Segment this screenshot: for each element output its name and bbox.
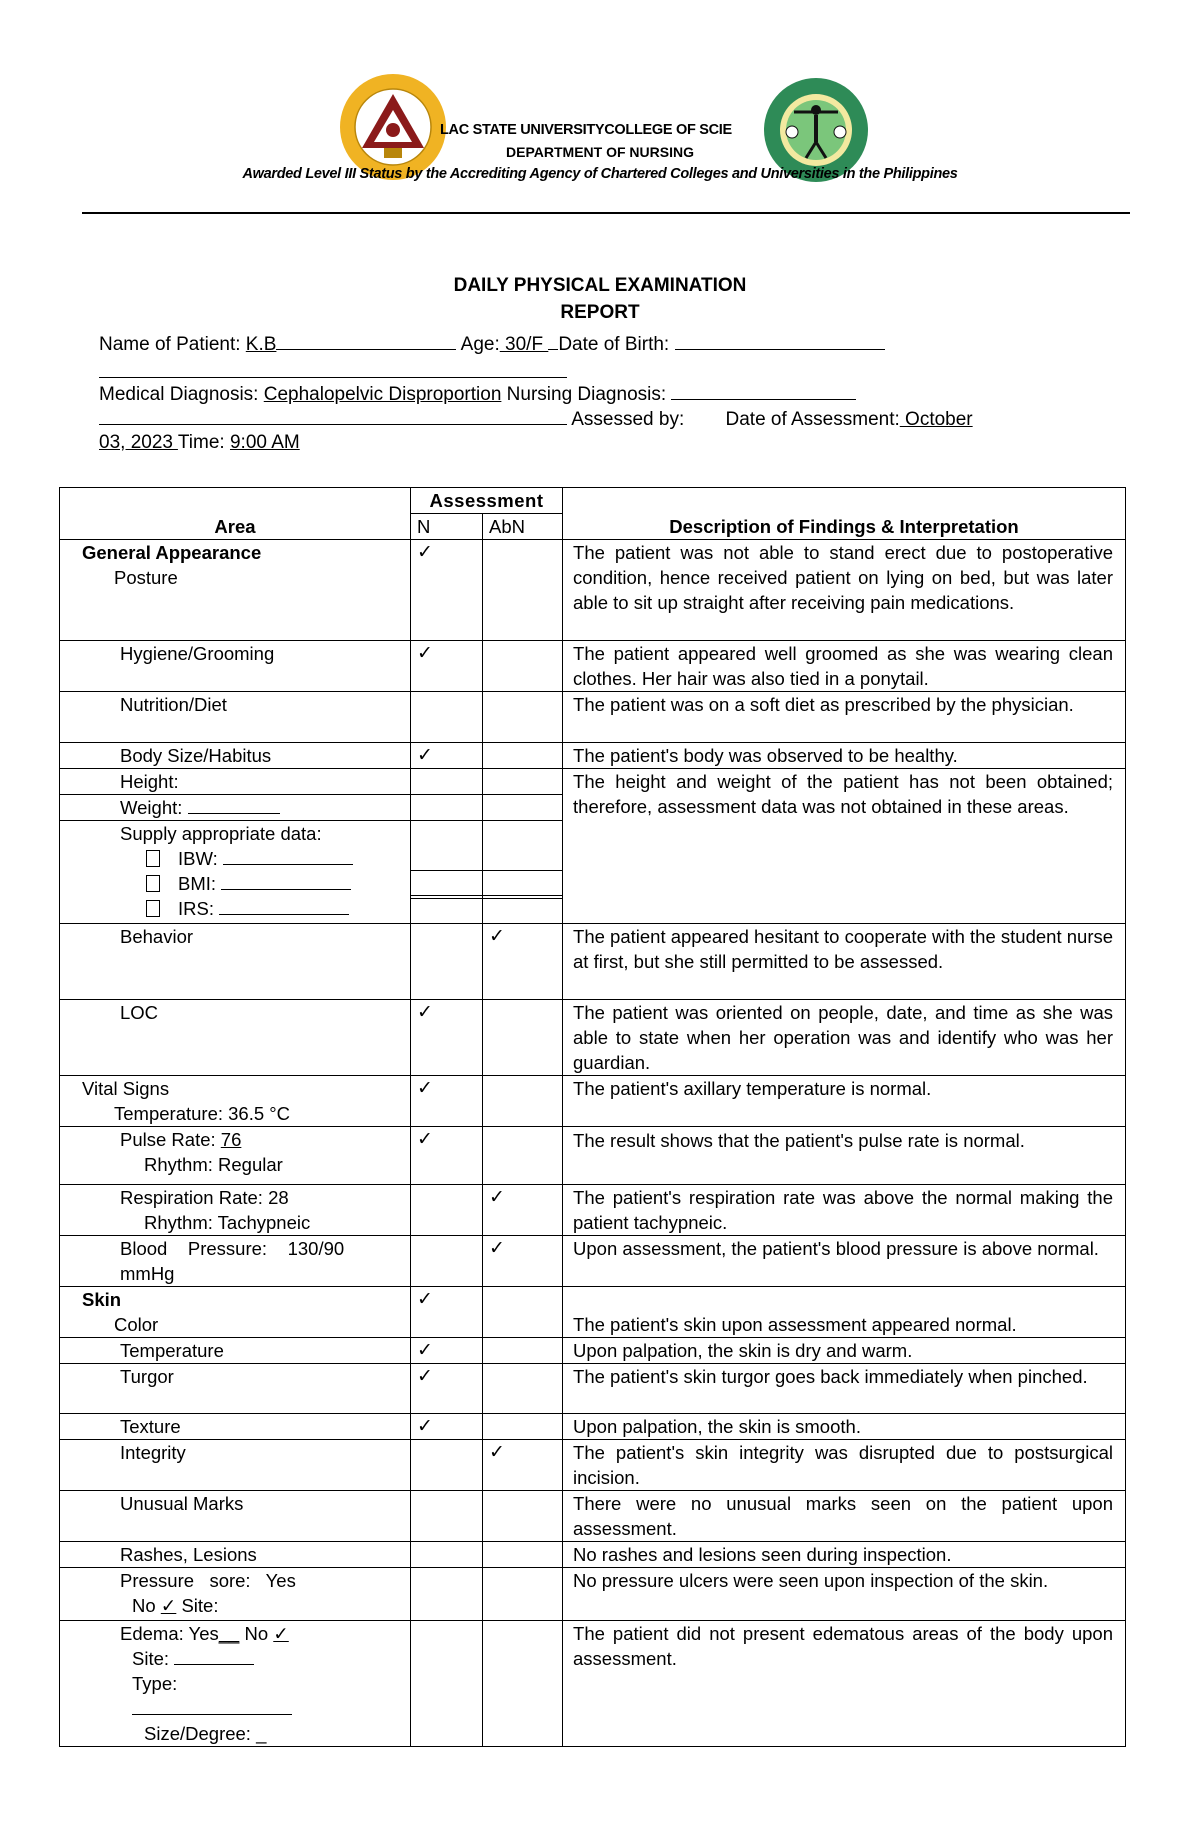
header-assessment: Assessment <box>411 488 563 514</box>
pressure-no-check: ✓ <box>160 1595 177 1616</box>
date-value-2: 03, 2023 <box>99 432 178 453</box>
checkbox-icon <box>146 900 160 917</box>
loc-desc: The patient was oriented on people, date, and time as she was able to state when her operation was and identify who was her guardian. <box>563 1000 1126 1076</box>
table-row <box>60 1621 1126 1747</box>
table-row <box>60 1236 1126 1287</box>
table-header-row <box>60 488 1126 514</box>
pulse-label: Pulse Rate: <box>120 1129 221 1150</box>
table-row <box>60 1414 1126 1440</box>
pulse-value: 76 <box>220 1129 242 1150</box>
rashes-label: Rashes, Lesions <box>120 1544 257 1565</box>
patient-info-line4 <box>99 405 1099 432</box>
patient-info-line3 <box>99 380 1099 407</box>
date-value-1: October <box>899 409 973 430</box>
bmi-label: BMI: <box>178 873 222 894</box>
nursing-dx-label: Nursing Diagnosis: <box>506 384 672 405</box>
color-label: Color <box>114 1314 159 1335</box>
skin-heading: Skin <box>82 1289 122 1310</box>
integrity-label: Integrity <box>120 1442 186 1463</box>
general-appearance-heading: General Appearance <box>82 542 262 563</box>
body-size-label: Body Size/Habitus <box>120 745 272 766</box>
loc-normal-check: ✓ <box>411 1000 483 1076</box>
edema-site-label: Site: <box>132 1648 175 1669</box>
behavior-abnormal-check: ✓ <box>483 924 563 1000</box>
header-area: Area <box>60 488 411 540</box>
integrity-abnormal-check: ✓ <box>483 1440 563 1491</box>
pressure-no-label: No <box>132 1595 161 1616</box>
table-row <box>60 1076 1126 1127</box>
posture-desc: The patient was not able to stand erect due to postoperative condition, hence received patient on lying on bed, but was later able to sit up straight after receiving pain medications. <box>563 540 1126 641</box>
temperature-normal-check: ✓ <box>411 1338 483 1364</box>
respiration-desc: The patient's respiration rate was above the normal making the patient tachypneic. <box>563 1185 1126 1236</box>
edema-type-label: Type: <box>132 1673 178 1694</box>
table-row <box>60 540 1126 641</box>
table-row <box>60 924 1126 1000</box>
vital-signs-normal-check: ✓ <box>411 1076 483 1127</box>
hygiene-desc: The patient appeared well groomed as she was wearing clean clothes. Her hair was also tied in a ponytail. <box>563 641 1126 692</box>
medical-dx-label: Medical Diagnosis: <box>99 384 264 405</box>
edema-no-check: ✓ <box>273 1623 289 1644</box>
age-value: 30/F <box>499 334 549 355</box>
vital-signs-label: Vital Signs <box>82 1078 170 1099</box>
turgor-desc: The patient's skin turgor goes back immediately when pinched. <box>563 1364 1126 1414</box>
skin-normal-check: ✓ <box>411 1287 483 1338</box>
title-line1: DAILY PHYSICAL EXAMINATION <box>453 275 747 296</box>
edema-yes-label: Edema: Yes <box>120 1623 219 1644</box>
table-row <box>60 692 1126 743</box>
physical-exam-table <box>59 487 1126 1747</box>
edema-yes-blank: __ <box>218 1623 240 1644</box>
bp-abnormal-check: ✓ <box>483 1236 563 1287</box>
name-value: K.B <box>245 334 277 355</box>
height-label: Height: <box>120 771 179 792</box>
unusual-marks-desc: There were no unusual marks seen on the patient upon assessment. <box>563 1491 1126 1542</box>
letterhead-line2: DEPARTMENT OF NURSING <box>506 144 694 160</box>
temperature-vital-label: Temperature: 36.5 °C <box>114 1103 291 1124</box>
checkbox-icon <box>146 875 160 892</box>
ibw-label: IBW: <box>178 848 223 869</box>
loc-label: LOC <box>120 1002 159 1023</box>
pulse-rhythm: Rhythm: Regular <box>144 1154 283 1175</box>
edema-size-blank: _ <box>256 1723 267 1744</box>
texture-desc: Upon palpation, the skin is smooth. <box>563 1414 1126 1440</box>
pressure-sore-desc: No pressure ulcers were seen upon inspection of the skin. <box>563 1568 1126 1621</box>
behavior-label: Behavior <box>120 926 194 947</box>
age-label: Age: <box>460 334 500 355</box>
header-divider <box>82 212 1130 214</box>
vital-signs-desc: The patient's axillary temperature is normal. <box>563 1076 1126 1127</box>
letterhead-line1: LAC STATE UNIVERSITYCOLLEGE OF SCIE <box>440 122 732 138</box>
checkbox-icon <box>146 850 160 867</box>
pulse-desc: The result shows that the patient's pulse rate is normal. <box>563 1127 1126 1185</box>
assessed-by-label: Assessed by: <box>571 409 685 430</box>
bp-desc: Upon assessment, the patient's blood pressure is above normal. <box>563 1236 1126 1287</box>
respiration-label: Respiration Rate: 28 <box>120 1187 289 1208</box>
body-size-desc: The patient's body was observed to be healthy. <box>563 743 1126 769</box>
name-label: Name of Patient: <box>99 334 246 355</box>
pressure-sore-label: Pressure sore: Yes <box>120 1570 296 1591</box>
hygiene-normal-check: ✓ <box>411 641 483 692</box>
table-row <box>60 769 1126 795</box>
page-title <box>0 272 1200 326</box>
body-size-normal-check: ✓ <box>411 743 483 769</box>
pulse-normal-check: ✓ <box>411 1127 483 1185</box>
table-row <box>60 1364 1126 1414</box>
patient-info-line5 <box>99 430 1099 455</box>
height-weight-desc: The height and weight of the patient has not been obtained; therefore, assessment data was not obtained in these areas. <box>563 769 1126 924</box>
table-row <box>60 1127 1126 1185</box>
medical-dx-value: Cephalopelvic Disproportion <box>263 384 502 405</box>
posture-normal-check: ✓ <box>411 540 483 641</box>
bp-label: Blood Pressure: 130/90 <box>120 1238 345 1259</box>
letterhead <box>0 60 1200 180</box>
rashes-desc: No rashes and lesions seen during inspection. <box>563 1542 1126 1568</box>
texture-normal-check: ✓ <box>411 1414 483 1440</box>
table-row <box>60 1491 1126 1542</box>
irs-label: IRS: <box>178 898 220 919</box>
hygiene-label: Hygiene/Grooming <box>120 643 275 664</box>
table-row <box>60 1568 1126 1621</box>
table-row <box>60 1000 1126 1076</box>
dob-label: Date of Birth: <box>558 334 675 355</box>
table-row <box>60 1287 1126 1338</box>
turgor-label: Turgor <box>120 1366 174 1387</box>
table-row <box>60 1440 1126 1491</box>
integrity-desc: The patient's skin integrity was disrupted due to postsurgical incision. <box>563 1440 1126 1491</box>
table-row <box>60 1542 1126 1568</box>
posture-label: Posture <box>114 567 178 588</box>
bp-unit: mmHg <box>120 1263 175 1284</box>
respiration-abnormal-check: ✓ <box>483 1185 563 1236</box>
nutrition-desc: The patient was on a soft diet as prescribed by the physician. <box>563 692 1126 743</box>
date-label: Date of Assessment: <box>725 409 900 430</box>
temperature-label: Temperature <box>120 1340 224 1361</box>
pressure-site-label: Site: <box>176 1595 219 1616</box>
respiration-rhythm: Rhythm: Tachypneic <box>144 1212 311 1233</box>
color-desc: The patient's skin upon assessment appeared normal. <box>563 1287 1126 1338</box>
weight-label: Weight: <box>120 797 188 818</box>
header-description: Description of Findings & Interpretation <box>563 488 1126 540</box>
time-value: 9:00 AM <box>229 432 300 453</box>
texture-label: Texture <box>120 1416 181 1437</box>
title-line2: REPORT <box>560 302 640 323</box>
table-row <box>60 743 1126 769</box>
time-label: Time: <box>177 432 230 453</box>
temperature-desc: Upon palpation, the skin is dry and warm. <box>563 1338 1126 1364</box>
supply-label: Supply appropriate data: <box>120 823 322 844</box>
table-row <box>60 1338 1126 1364</box>
unusual-marks-label: Unusual Marks <box>120 1493 244 1514</box>
edema-size-label: Size/Degree: <box>144 1723 257 1744</box>
header-normal: N <box>411 514 483 540</box>
turgor-normal-check: ✓ <box>411 1364 483 1414</box>
nutrition-label: Nutrition/Diet <box>120 694 227 715</box>
patient-info-line1 <box>99 330 1099 357</box>
behavior-desc: The patient appeared hesitant to cooperate with the student nurse at first, but she still permitted to be assessed. <box>563 924 1126 1000</box>
edema-desc: The patient did not present edematous areas of the body upon assessment. <box>563 1621 1126 1747</box>
letterhead-line3: Awarded Level III Status by the Accrediting Agency of Chartered Colleges and Universities in the Philippines <box>242 166 958 182</box>
edema-no-label: No <box>239 1623 274 1644</box>
header-abnormal: AbN <box>483 514 563 540</box>
table-row <box>60 1185 1126 1236</box>
table-row <box>60 641 1126 692</box>
